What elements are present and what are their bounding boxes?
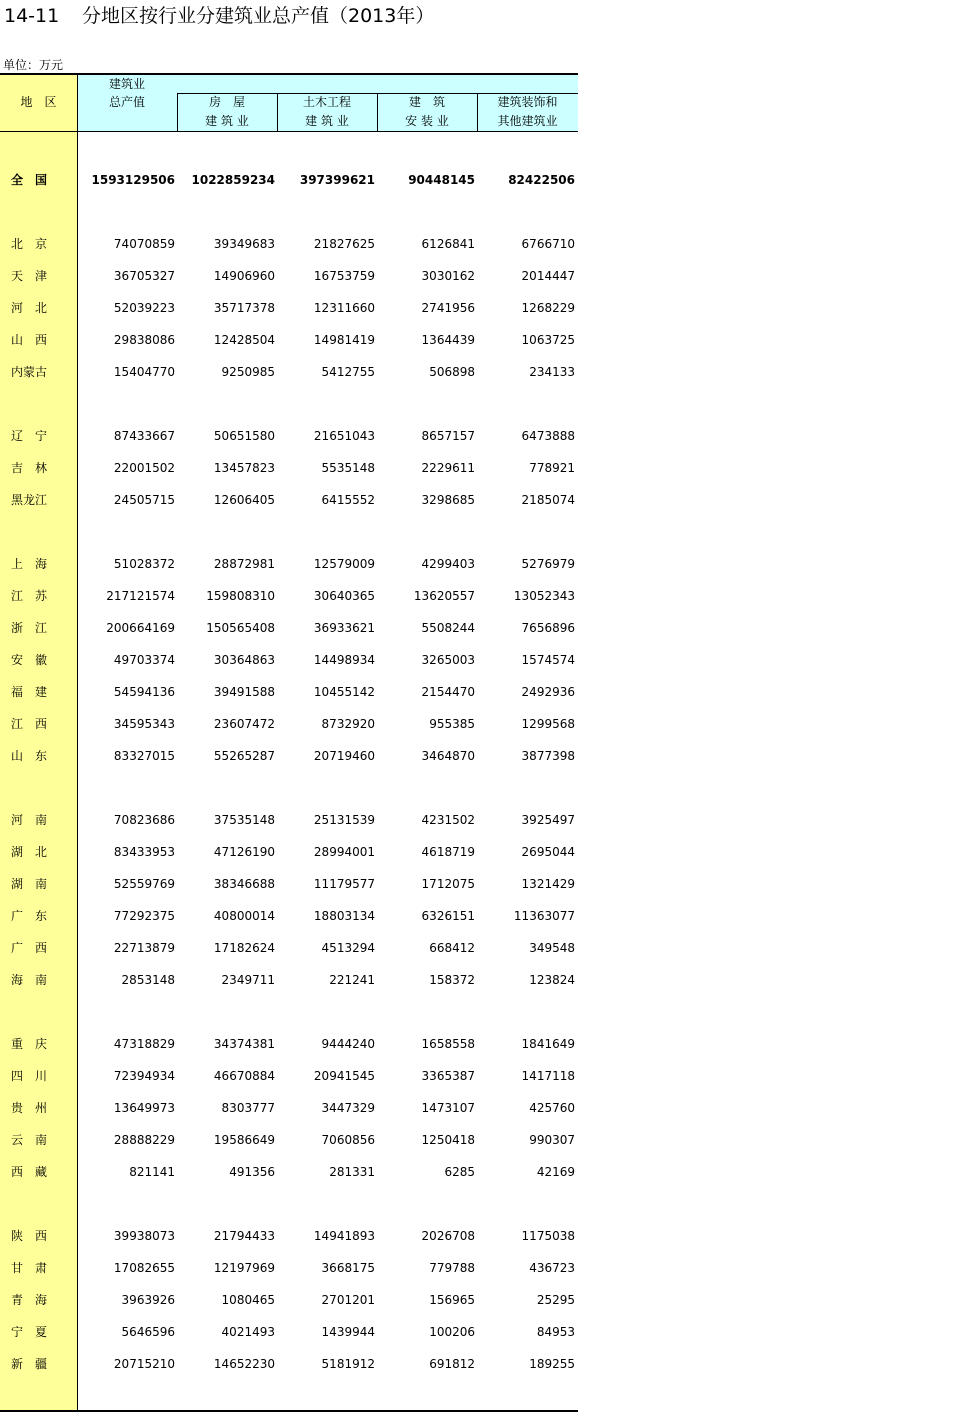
value-cell: 37535148 [213, 813, 275, 827]
value-cell: 36933621 [313, 621, 375, 635]
value-cell: 35717378 [213, 301, 275, 315]
value-cell: 49703374 [113, 653, 175, 667]
table-row [0, 1028, 578, 1060]
table-row [0, 548, 578, 580]
value-cell: 2853148 [121, 973, 175, 987]
value-cell: 87433667 [113, 429, 175, 443]
value-cell: 23607472 [213, 717, 275, 731]
value-cell: 13052343 [513, 589, 575, 603]
table-row [0, 612, 578, 644]
value-cell: 425760 [529, 1101, 575, 1115]
value-cell: 5646596 [121, 1325, 175, 1339]
region-cell: 北 京 [11, 237, 48, 251]
value-cell: 8657157 [421, 429, 475, 443]
header-install-line2: 安 装 业 [405, 114, 449, 128]
header-building-line1: 房 屋 [208, 95, 245, 109]
value-cell: 9444240 [321, 1037, 375, 1051]
value-cell: 3963926 [121, 1293, 175, 1307]
value-cell: 21794433 [213, 1229, 275, 1243]
value-cell: 778921 [529, 461, 575, 475]
value-cell: 52559769 [113, 877, 175, 891]
value-cell: 12579009 [313, 557, 375, 571]
value-cell: 234133 [529, 365, 575, 379]
table-row [0, 708, 578, 740]
value-cell: 2349711 [221, 973, 275, 987]
value-cell: 12197969 [213, 1261, 275, 1275]
region-cell: 黑龙江 [11, 493, 48, 507]
region-cell: 海 南 [11, 973, 48, 987]
value-cell: 6285 [444, 1165, 475, 1179]
value-cell: 82422506 [508, 173, 575, 187]
value-cell: 36705327 [113, 269, 175, 283]
value-cell: 281331 [329, 1165, 375, 1179]
value-cell: 4021493 [221, 1325, 275, 1339]
value-cell: 34595343 [113, 717, 175, 731]
value-cell: 691812 [429, 1357, 475, 1371]
value-cell: 2185074 [521, 493, 575, 507]
value-cell: 200664169 [106, 621, 175, 635]
region-cell: 重 庆 [11, 1037, 48, 1051]
value-cell: 84953 [536, 1325, 575, 1339]
value-cell: 1364439 [421, 333, 475, 347]
value-cell: 955385 [429, 717, 475, 731]
value-cell: 25131539 [313, 813, 375, 827]
value-cell: 13620557 [413, 589, 475, 603]
value-cell: 9250985 [221, 365, 275, 379]
region-cell: 辽 宁 [11, 429, 48, 443]
value-cell: 2014447 [521, 269, 575, 283]
value-cell: 17082655 [113, 1261, 175, 1275]
value-cell: 3265003 [421, 653, 475, 667]
value-cell: 10455142 [313, 685, 375, 699]
header-decor-line1: 建筑装饰和 [497, 95, 558, 109]
value-cell: 821141 [129, 1165, 175, 1179]
table-row [0, 804, 578, 836]
region-cell: 广 东 [11, 909, 48, 923]
region-cell: 四 川 [11, 1069, 48, 1083]
value-cell: 20715210 [113, 1357, 175, 1371]
value-cell: 4513294 [321, 941, 375, 955]
table-row [0, 452, 578, 484]
value-cell: 12606405 [213, 493, 275, 507]
value-cell: 1022859234 [191, 173, 275, 187]
value-cell: 1080465 [221, 1293, 275, 1307]
value-cell: 1658558 [421, 1037, 475, 1051]
region-cell: 青 海 [11, 1293, 48, 1307]
value-cell: 20719460 [313, 749, 375, 763]
table-row [0, 1156, 578, 1188]
table-row [0, 580, 578, 612]
value-cell: 15404770 [113, 365, 175, 379]
region-cell: 江 西 [11, 717, 48, 731]
value-cell: 28872981 [213, 557, 275, 571]
region-cell: 河 南 [11, 813, 48, 827]
region-cell: 云 南 [11, 1133, 48, 1147]
value-cell: 506898 [429, 365, 475, 379]
value-cell: 14652230 [213, 1357, 275, 1371]
value-cell: 217121574 [106, 589, 175, 603]
region-cell: 宁 夏 [11, 1325, 48, 1339]
value-cell: 72394934 [113, 1069, 175, 1083]
value-cell: 3298685 [421, 493, 475, 507]
table-row [0, 932, 578, 964]
value-cell: 70823686 [113, 813, 175, 827]
value-cell: 11363077 [513, 909, 575, 923]
table-row [0, 676, 578, 708]
value-cell: 2229611 [421, 461, 475, 475]
value-cell: 47318829 [113, 1037, 175, 1051]
value-cell: 14906960 [213, 269, 275, 283]
table-row [0, 1220, 578, 1252]
value-cell: 3464870 [421, 749, 475, 763]
value-cell: 5181912 [321, 1357, 375, 1371]
table-row [0, 1092, 578, 1124]
table-row [0, 836, 578, 868]
value-cell: 22001502 [113, 461, 175, 475]
value-cell: 779788 [429, 1261, 475, 1275]
value-cell: 28888229 [113, 1133, 175, 1147]
value-cell: 8303777 [221, 1101, 275, 1115]
value-cell: 54594136 [113, 685, 175, 699]
value-cell: 3668175 [321, 1261, 375, 1275]
value-cell: 7060856 [321, 1133, 375, 1147]
region-cell: 安 徽 [11, 653, 48, 667]
value-cell: 51028372 [113, 557, 175, 571]
value-cell: 6415552 [321, 493, 375, 507]
header-region: 地 区 [20, 95, 57, 109]
value-cell: 39938073 [113, 1229, 175, 1243]
unit-label: 单位：万元 [3, 58, 64, 72]
value-cell: 22713879 [113, 941, 175, 955]
region-cell: 山 西 [11, 333, 48, 347]
table-row [0, 644, 578, 676]
value-cell: 28994001 [313, 845, 375, 859]
table-row [0, 740, 578, 772]
region-cell: 山 东 [11, 749, 48, 763]
value-cell: 4299403 [421, 557, 475, 571]
table-row [0, 1124, 578, 1156]
region-cell: 贵 州 [11, 1101, 48, 1115]
value-cell: 25295 [536, 1293, 575, 1307]
value-cell: 50651580 [213, 429, 275, 443]
value-cell: 21827625 [313, 237, 375, 251]
value-cell: 123824 [529, 973, 575, 987]
header-building-line2: 建 筑 业 [205, 114, 249, 128]
value-cell: 1712075 [421, 877, 475, 891]
value-cell: 1417118 [521, 1069, 575, 1083]
value-cell: 38346688 [213, 877, 275, 891]
value-cell: 42169 [536, 1165, 575, 1179]
table-row [0, 1316, 578, 1348]
value-cell: 14941893 [313, 1229, 375, 1243]
value-cell: 6326151 [421, 909, 475, 923]
region-cell: 西 藏 [11, 1165, 48, 1179]
table-title: 分地区按行业分建筑业总产值（2013年） [82, 5, 435, 27]
table-row [0, 164, 578, 196]
data-table [0, 73, 578, 1412]
value-cell: 39349683 [213, 237, 275, 251]
region-cell: 浙 江 [11, 621, 48, 635]
value-cell: 1063725 [521, 333, 575, 347]
value-cell: 18803134 [313, 909, 375, 923]
region-cell: 湖 南 [11, 877, 48, 891]
value-cell: 3030162 [421, 269, 475, 283]
value-cell: 12428504 [213, 333, 275, 347]
header-civil-line2: 建 筑 业 [305, 114, 349, 128]
region-cell: 新 疆 [11, 1357, 48, 1371]
region-cell: 江 苏 [11, 589, 48, 603]
header-civil-line1: 土木工程 [302, 95, 351, 109]
value-cell: 436723 [529, 1261, 575, 1275]
value-cell: 4618719 [421, 845, 475, 859]
value-cell: 83433953 [113, 845, 175, 859]
region-cell: 广 西 [11, 941, 48, 955]
value-cell: 1299568 [521, 717, 575, 731]
table-row [0, 420, 578, 452]
table-row [0, 1284, 578, 1316]
table-row [0, 1252, 578, 1284]
value-cell: 491356 [229, 1165, 275, 1179]
value-cell: 221241 [329, 973, 375, 987]
table-row [0, 292, 578, 324]
table-row [0, 260, 578, 292]
value-cell: 2026708 [421, 1229, 475, 1243]
value-cell: 397399621 [299, 173, 375, 187]
value-cell: 1841649 [521, 1037, 575, 1051]
value-cell: 1250418 [421, 1133, 475, 1147]
region-cell: 吉 林 [11, 461, 48, 475]
value-cell: 55265287 [213, 749, 275, 763]
value-cell: 668412 [429, 941, 475, 955]
value-cell: 77292375 [113, 909, 175, 923]
region-cell: 全 国 [11, 173, 48, 187]
value-cell: 158372 [429, 973, 475, 987]
value-cell: 14498934 [313, 653, 375, 667]
region-cell: 甘 肃 [11, 1261, 48, 1275]
value-cell: 100206 [429, 1325, 475, 1339]
value-cell: 7656896 [521, 621, 575, 635]
region-cell: 河 北 [11, 301, 48, 315]
value-cell: 30640365 [313, 589, 375, 603]
value-cell: 46670884 [213, 1069, 275, 1083]
value-cell: 5412755 [321, 365, 375, 379]
value-cell: 156965 [429, 1293, 475, 1307]
value-cell: 1593129506 [91, 173, 175, 187]
value-cell: 47126190 [213, 845, 275, 859]
region-cell: 上 海 [11, 557, 48, 571]
value-cell: 990307 [529, 1133, 575, 1147]
header-bottom-line [0, 131, 578, 132]
value-cell: 17182624 [213, 941, 275, 955]
value-cell: 6766710 [521, 237, 575, 251]
value-cell: 2701201 [321, 1293, 375, 1307]
value-cell: 8732920 [321, 717, 375, 731]
value-cell: 4231502 [421, 813, 475, 827]
header-install-line1: 建 筑 [408, 95, 445, 109]
value-cell: 349548 [529, 941, 575, 955]
table-row [0, 356, 578, 388]
table-row [0, 324, 578, 356]
region-cell: 内蒙古 [11, 365, 48, 379]
value-cell: 1574574 [521, 653, 575, 667]
value-cell: 1473107 [421, 1101, 475, 1115]
value-cell: 11179577 [313, 877, 375, 891]
value-cell: 2492936 [521, 685, 575, 699]
value-cell: 2695044 [521, 845, 575, 859]
value-cell: 29838086 [113, 333, 175, 347]
value-cell: 1439944 [321, 1325, 375, 1339]
value-cell: 19586649 [213, 1133, 275, 1147]
value-cell: 189255 [529, 1357, 575, 1371]
value-cell: 30364863 [213, 653, 275, 667]
value-cell: 6126841 [421, 237, 475, 251]
table-row [0, 484, 578, 516]
value-cell: 52039223 [113, 301, 175, 315]
value-cell: 13649973 [113, 1101, 175, 1115]
value-cell: 5276979 [521, 557, 575, 571]
table-row [0, 1348, 578, 1380]
value-cell: 14981419 [313, 333, 375, 347]
header-total-line1: 建筑业 [108, 77, 145, 91]
value-cell: 16753759 [313, 269, 375, 283]
table-row [0, 964, 578, 996]
table-row [0, 868, 578, 900]
value-cell: 83327015 [113, 749, 175, 763]
value-cell: 13457823 [213, 461, 275, 475]
value-cell: 2741956 [421, 301, 475, 315]
value-cell: 3365387 [421, 1069, 475, 1083]
value-cell: 21651043 [313, 429, 375, 443]
value-cell: 3877398 [521, 749, 575, 763]
value-cell: 12311660 [313, 301, 375, 315]
value-cell: 5508244 [421, 621, 475, 635]
value-cell: 1321429 [521, 877, 575, 891]
region-cell: 天 津 [11, 269, 48, 283]
value-cell: 5535148 [321, 461, 375, 475]
header-total-line2: 总产值 [108, 95, 145, 109]
table-row [0, 900, 578, 932]
value-cell: 2154470 [421, 685, 475, 699]
table-row [0, 1060, 578, 1092]
region-cell: 福 建 [11, 685, 48, 699]
value-cell: 24505715 [113, 493, 175, 507]
value-cell: 3925497 [521, 813, 575, 827]
header-decor-line2: 其他建筑业 [497, 114, 558, 128]
region-cell: 陕 西 [11, 1229, 48, 1243]
region-cell: 湖 北 [11, 845, 48, 859]
value-cell: 1175038 [521, 1229, 575, 1243]
value-cell: 150565408 [206, 621, 275, 635]
value-cell: 159808310 [206, 589, 275, 603]
value-cell: 3447329 [321, 1101, 375, 1115]
page-title [4, 2, 434, 30]
value-cell: 90448145 [408, 173, 475, 187]
value-cell: 74070859 [113, 237, 175, 251]
value-cell: 34374381 [213, 1037, 275, 1051]
value-cell: 40800014 [213, 909, 275, 923]
value-cell: 39491588 [213, 685, 275, 699]
value-cell: 1268229 [521, 301, 575, 315]
table-row [0, 228, 578, 260]
value-cell: 6473888 [521, 429, 575, 443]
value-cell: 20941545 [313, 1069, 375, 1083]
table-number: 14-11 [4, 5, 60, 27]
